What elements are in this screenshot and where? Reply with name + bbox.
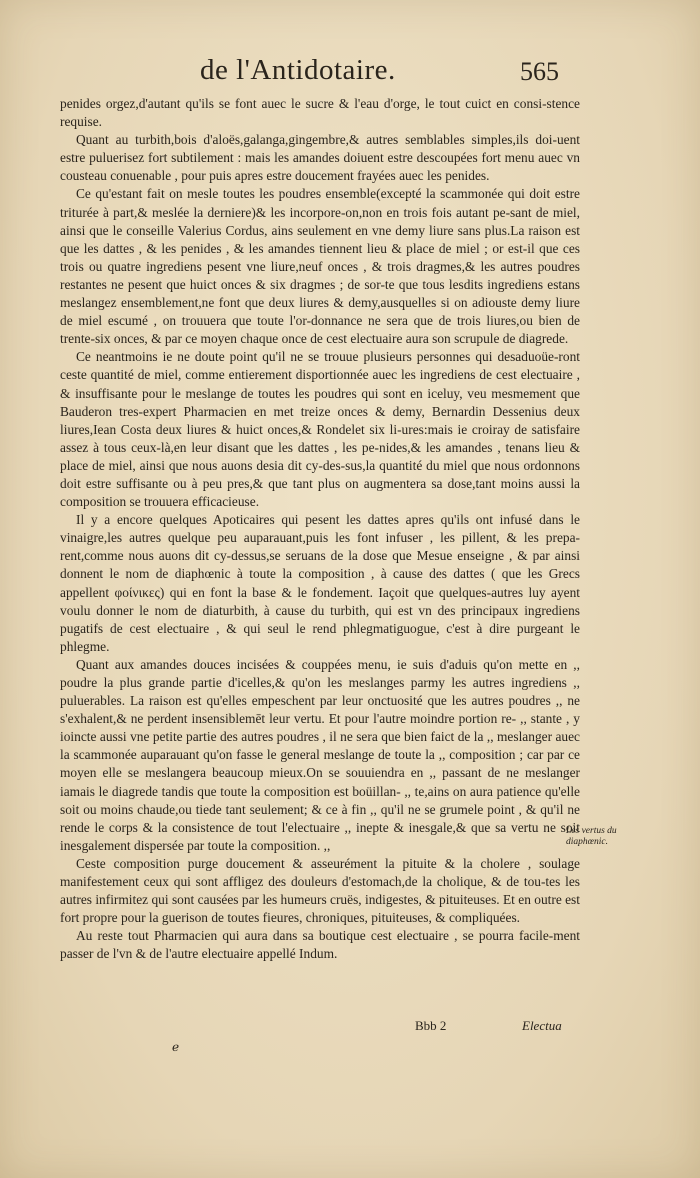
paragraph-2: Quant au turbith,bois d'aloës,galanga,gingembre,& autres semblables simples,ils doi-uent estre puluerisez fort subtilement : mais les amandes doiuent estre descoupées fort menu auec vn cousteau conuenable , pour puis apres estre doucement frayées auec les penides. bbox=[60, 132, 580, 184]
page-footer bbox=[0, 1018, 700, 1038]
margin-note: Les vertus du diaphœnic. bbox=[566, 826, 617, 847]
paragraph-1: penides orgez,d'autant qu'ils se font auec le sucre & l'eau d'orge, le tout cuict en consi-stence requise. bbox=[60, 96, 580, 130]
paragraph-3: Ce qu'estant fait on mesle toutes les poudres ensemble(excepté la scammonée qui doit estre triturée à part,& meslée la derniere)& les incorpore-on,non en trois fois autant pe-sant de miel, ainsi que le conseille Valerius Cordus, ains seulement en vne demy liure sans plus.La raison est que les dattes , & les penides , & les amandes tiennent lieu & place de miel ; or est-il que ces trois ou quatre ingrediens pesent vne liure,neuf onces , & trois dragmes,& les autres poudres restantes ne pesent que huict onces & six dragmes ; de sor-te que tous lesdits ingrediens estans meslangez ensemblement,ne font que deux liures & demy,ausquelles si on adiouste demy liure de miel escumé , on trouuera que toute l'or-donnance ne sera que de trois liures,ou bien de trente-six onces, & par ce moyen chaque once de cest electuaire aura son scrupule de diagrede. bbox=[60, 186, 580, 347]
catchword: Electua bbox=[522, 1018, 562, 1033]
paragraph-4: Ce neantmoins ie ne doute point qu'il ne se trouue plusieurs personnes qui desaduoüe-ront ceste quantité de miel, comme entierement disportionnée auec les ingrediens de cest electuaire , & insuffisante pour le meslange de toutes les poudres qui sont en iceluy, veu mesmement que Bauderon tres-expert Pharmacien en met treize onces & demy, Bernardin Dessenius deux liures,Iean Costa deux liures & huict onces,& Rondelet six li-ures:mais ie croiray de satisfaire assez à tous ceux-là,en leur disant que les dattes , les pe-nides,& les amandes , tenans lieu & place de miel, ainsi que nous auons desia dit cy-des-sus,la quantité du miel que nous ordonnons doit estre suffisante ou à peu pres,& que tant plus on augmentera sa dose,tant moins aussi la composition se trouuera efficacieuse. bbox=[60, 349, 580, 510]
running-title: de l'Antidotaire. bbox=[200, 54, 396, 86]
paragraph-5: Il y a encore quelques Apoticaires qui pesent les dattes apres qu'ils ont infusé dans le vinaigre,les autres quelque peu auparauant,puis les font infuser , les pillent, & les prepa-rent,comme nous auons dit cy-dessus,se seruans de la dose que Mesue enseigne , & par ainsi donnent le nom de diaphœnic à toute la composition , à cause des dattes ( que les Grecs appellent φοίνικες) qui en font la base & le fondement. Iaçoit que quelques-autres luy ayent voulu donner le nom de diaturbith, à cause du turbith, qui est vn des principaux ingrediens pugatifs de cest electuaire , & qui seul le rend phlegmatiguogue, c'est à dire purgeant le phlegme. bbox=[60, 512, 580, 654]
signature-mark: Bbb 2 bbox=[415, 1018, 447, 1033]
body-text bbox=[60, 95, 580, 964]
paragraph-7: Ceste composition purge doucement & asseurément la pituite & la cholere , soulage manifestement ceux qui sont affligez des douleurs d'estomach,de la cholique, & de tou-tes les autres infirmitez qui sont causées par les humeurs cruës, indigestes, & pituiteuses. Et en outre est fort propre pour la guerison de toutes fieures, chroniques, pituiteuses, & compliquées. bbox=[60, 855, 580, 926]
page-header bbox=[0, 54, 700, 94]
page-number: 565 bbox=[520, 57, 559, 86]
stray-ink-mark: ℯ bbox=[172, 1040, 180, 1054]
paragraph-8: Au reste tout Pharmacien qui aura dans sa boutique cest electuaire , se pourra facile-ment passer de l'vn & de l'autre electuaire appellé Indum. bbox=[60, 928, 580, 962]
paragraph-6: Quant aux amandes douces incisées & couppées menu, ie suis d'aduis qu'on mette en ,, poudre la plus grande partie d'icelles,& qu'on les meslanges parmy les autres ingrediens ,, puluerables. La raison est qu'elles empeschent par leur onctuosité que les autres poudres ,, ne s'exhalent,& ne perdent insensiblemēt leur vertu. Et pour l'autre moindre portion re- ,, stante , y ioincte aussi vne petite partie des autres poudres , il ne sera que bien faict de la ,, meslanger auec la scammonée auparauant qu'on fasse le general meslange de toute la ,, composition ; car par ce moyen elle se meslangera beaucoup mieux.On se souuiendra en ,, passant de ne meslanger iamais le diagrede tandis que toute la composition est boüillan- ,, te,ains on aura patience qu'elle soit ou moins chaude,ou tiede tant seulement; & ce à fin ,, qu'il ne se grumele point , & qu'il ne rende le corps & la consistence de tout l'electuaire ,, inepte & inesgale,& que sa vertu ne soit inesgalement dispersée par toute la composition. ,, bbox=[60, 656, 580, 853]
